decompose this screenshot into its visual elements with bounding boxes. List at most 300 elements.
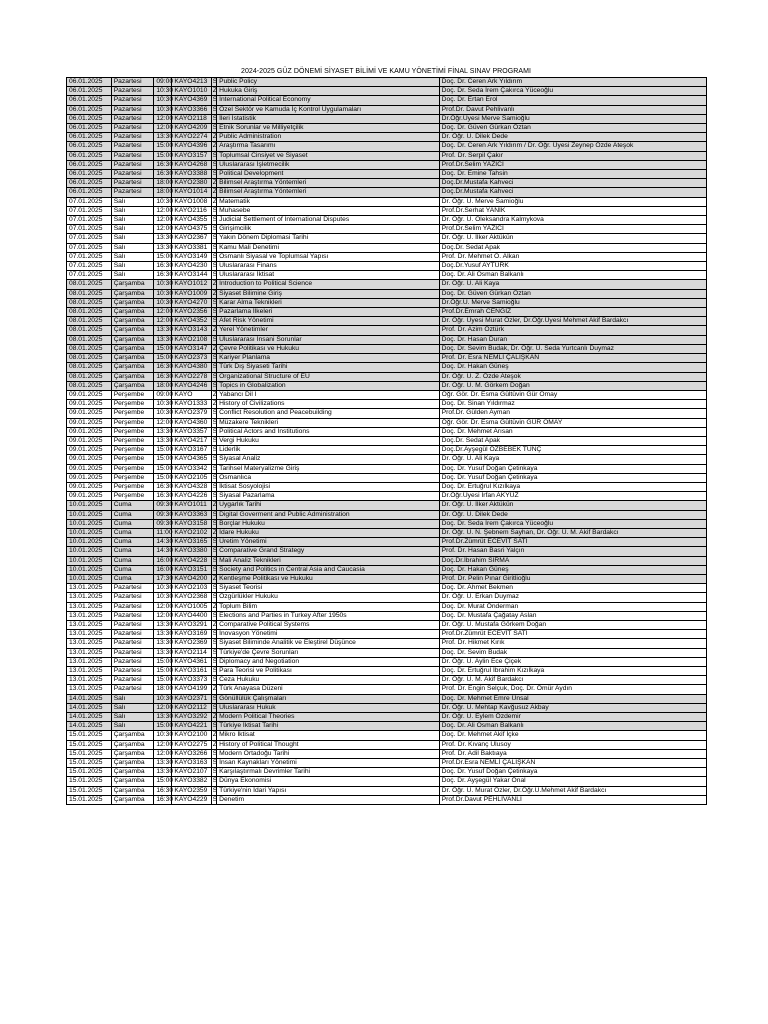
course-code-cell: KAYO4355 (172, 216, 211, 225)
exam-date-cell: 09.01.2025 (67, 400, 112, 409)
table-row (67, 538, 707, 547)
exam-time-cell: 10:30 (154, 584, 172, 593)
course-code-cell: KAYO2107 (172, 768, 211, 777)
table-row (67, 78, 707, 87)
course-code-cell: KAYO3163 (172, 759, 211, 768)
exam-time-cell: 10:30 (154, 289, 172, 298)
exam-date-cell: 13.01.2025 (67, 611, 112, 620)
instructor-cell: Öğr. Gör. Dr. Esma Gültüvin Gür Omay (439, 390, 706, 399)
course-type-cell: S (212, 225, 218, 233)
table-row (67, 216, 707, 225)
course-code-cell: KAYO3167 (172, 446, 211, 455)
exam-day-cell: Çarşamba (111, 363, 154, 372)
course-name-cell: Özel Sektör ve Kamuda İç Kontrol Uygulamaları (217, 105, 440, 114)
course-name-cell: Hukuka Giriş (217, 87, 440, 96)
course-code-cell: KAYO4226 (172, 492, 211, 501)
exam-time-cell: 13:30 (154, 620, 172, 629)
exam-time-cell: 13:30 (154, 335, 172, 344)
instructor-cell: Doç. Dr. Ertuğrul İbrahim Kızılkaya (439, 667, 706, 676)
course-name-cell: Liderlik (217, 446, 440, 455)
exam-date-cell: 07.01.2025 (67, 252, 112, 261)
course-code-cell: KAYO4217 (172, 436, 211, 445)
course-name-cell: Girişimcilik (217, 225, 440, 234)
instructor-cell: Doç. Dr. Ceren Ark Yıldırım (439, 78, 706, 87)
course-name-cell: İleri İstatistik (217, 114, 440, 123)
exam-date-cell: 08.01.2025 (67, 289, 112, 298)
course-type-cell: Z (212, 602, 217, 610)
exam-time-cell: 15:00 (154, 344, 172, 353)
exam-day-cell: Pazartesi (111, 620, 154, 629)
instructor-cell: Prof.Dr.Selim YAZICI (439, 225, 706, 234)
exam-date-cell: 06.01.2025 (67, 160, 112, 169)
course-name-cell: Tarihsel Materyalizme Giriş (217, 464, 440, 473)
exam-time-cell: 12:00 (154, 225, 172, 234)
instructor-cell: Doç. Dr. Emine Tahsin (439, 170, 706, 179)
exam-day-cell: Çarşamba (111, 786, 154, 795)
course-code-cell: KAYO3149 (172, 252, 211, 261)
course-name-cell: Digital Goverment and Public Administration (217, 510, 440, 519)
exam-date-cell: 09.01.2025 (67, 482, 112, 491)
course-type-cell: S (212, 308, 218, 316)
exam-day-cell: Pazartesi (111, 133, 154, 142)
exam-day-cell: Salı (111, 713, 154, 722)
course-code-cell: KAYO4213 (172, 78, 211, 87)
course-name-cell: Conflict Resolution and Peacebuilding (217, 409, 440, 418)
exam-day-cell: Perşembe (111, 482, 154, 491)
exam-time-cell: 16:30 (154, 482, 172, 491)
exam-time-cell: 18:00 (154, 381, 172, 390)
course-name-cell: Diplomacy and Negotiation (217, 657, 440, 666)
exam-day-cell: Cuma (111, 565, 154, 574)
course-name-cell: Bilimsel Araştırma Yöntemleri (217, 179, 440, 188)
instructor-cell: Prof. Dr. Adil Baktıaya (439, 749, 706, 758)
course-type-cell: S (212, 363, 218, 371)
table-row (67, 363, 707, 372)
course-code-cell: KAYO2373 (172, 354, 211, 363)
exam-day-cell: Çarşamba (111, 759, 154, 768)
exam-date-cell: 10.01.2025 (67, 574, 112, 583)
course-name-cell: Yakın Dönem Diplomasi Tarihi (217, 234, 440, 243)
exam-time-cell: 16:30 (154, 170, 172, 179)
course-code-cell: KAYO3357 (172, 427, 211, 436)
instructor-cell: Doç. Dr. Sevim Budak, Dr. Öğr. Ü. Seda Yurtcanlı Duymaz (439, 344, 706, 353)
instructor-cell: Doç. Dr. Mehmet Akif İçke (439, 731, 706, 740)
course-code-cell: KAYO4400 (172, 611, 211, 620)
exam-date-cell: 08.01.2025 (67, 344, 112, 353)
course-name-cell: Türk Anayasa Düzeni (217, 685, 440, 694)
instructor-cell: Öğr. Gör. Dr. Esma Gültüvin GÜR OMAY (439, 418, 706, 427)
course-type-cell: S (212, 492, 218, 500)
exam-day-cell: Pazartesi (111, 105, 154, 114)
instructor-cell: Dr. Öğr. U. İlker Aktükün (439, 234, 706, 243)
course-type-cell: Z (212, 188, 217, 196)
exam-day-cell: Çarşamba (111, 308, 154, 317)
course-code-cell: KAYO3144 (172, 271, 211, 280)
course-code-cell: KAYO4360 (172, 418, 211, 427)
course-type-cell: S (212, 482, 218, 490)
exam-time-cell: 10:30 (154, 593, 172, 602)
course-type-cell: Z (212, 179, 217, 187)
course-code-cell: KAYO4380 (172, 363, 211, 372)
course-code-cell: KAYO2116 (172, 206, 211, 215)
table-row (67, 740, 707, 749)
course-type-cell: S (212, 722, 218, 730)
course-code-cell: KAYO3147 (172, 344, 211, 353)
exam-time-cell: 12:00 (154, 114, 172, 123)
course-code-cell: KAYO4328 (172, 482, 211, 491)
exam-time-cell: 16:30 (154, 786, 172, 795)
course-code-cell: KAYO2379 (172, 409, 211, 418)
instructor-cell: Doç. Dr. Yusuf Doğan Çetinkaya (439, 473, 706, 482)
instructor-cell: Dr.Öğr.Üyesi İrfan AKYÜZ (439, 492, 706, 501)
course-type-cell: S (212, 243, 218, 251)
instructor-cell: Prof.Dr.Esra NEMLİ ÇALIŞKAN (439, 759, 706, 768)
exam-time-cell: 12:00 (154, 308, 172, 317)
course-name-cell: Uluslararası İktisat (217, 271, 440, 280)
table-row (67, 574, 707, 583)
table-row (67, 685, 707, 694)
instructor-cell: Doç. Dr. Güven Gürkan Öztan (439, 289, 706, 298)
course-name-cell: Vergi Hukuku (217, 436, 440, 445)
exam-date-cell: 13.01.2025 (67, 602, 112, 611)
course-type-cell: Z (212, 501, 217, 509)
course-code-cell: KAYO2356 (172, 308, 211, 317)
exam-time-cell: 15:00 (154, 777, 172, 786)
exam-day-cell: Salı (111, 243, 154, 252)
course-type-cell: S (212, 639, 218, 647)
exam-day-cell: Pazartesi (111, 584, 154, 593)
course-name-cell: İktisat Sosyolojisi (217, 482, 440, 491)
exam-date-cell: 15.01.2025 (67, 768, 112, 777)
course-name-cell: Siyasal Analiz (217, 455, 440, 464)
table-row (67, 372, 707, 381)
course-type-cell: S (212, 170, 218, 178)
course-name-cell: Para Teorisi ve Politikası (217, 667, 440, 676)
instructor-cell: Prof.Dr. Davut Pehlivanlı (439, 105, 706, 114)
course-name-cell: Mali Analiz Teknikleri (217, 556, 440, 565)
table-row (67, 317, 707, 326)
instructor-cell: Doç. Dr. Ertuğrul Kızılkaya (439, 482, 706, 491)
exam-day-cell: Salı (111, 703, 154, 712)
exam-time-cell: 15:00 (154, 354, 172, 363)
table-row (67, 676, 707, 685)
table-row (67, 749, 707, 758)
table-row (67, 280, 707, 289)
course-name-cell: İnovasyon Yönetimi (217, 630, 440, 639)
course-name-cell: Etnik Sorunlar ve Milliyetçilik (217, 124, 440, 133)
table-row (67, 335, 707, 344)
course-code-cell: KAYO1010 (172, 87, 211, 96)
exam-day-cell: Perşembe (111, 418, 154, 427)
exam-day-cell: Pazartesi (111, 611, 154, 620)
table-row (67, 252, 707, 261)
instructor-cell: Doç. Dr. Mustafa Çağatay Aslan (439, 611, 706, 620)
exam-day-cell: Çarşamba (111, 354, 154, 363)
exam-date-cell: 06.01.2025 (67, 170, 112, 179)
instructor-cell: Doç.Dr. Sedat Apak (439, 436, 706, 445)
exam-date-cell: 06.01.2025 (67, 124, 112, 133)
exam-day-cell: Çarşamba (111, 280, 154, 289)
table-row (67, 473, 707, 482)
table-row (67, 648, 707, 657)
course-type-cell: S (212, 768, 218, 776)
exam-date-cell: 09.01.2025 (67, 418, 112, 427)
exam-date-cell: 08.01.2025 (67, 317, 112, 326)
course-type-cell: Z (212, 574, 217, 582)
exam-time-cell: 12:00 (154, 703, 172, 712)
course-code-cell: KAYO3169 (172, 630, 211, 639)
exam-day-cell: Çarşamba (111, 317, 154, 326)
course-name-cell: Political Actors and Institutions (217, 427, 440, 436)
exam-time-cell: 16:30 (154, 160, 172, 169)
exam-date-cell: 10.01.2025 (67, 528, 112, 537)
exam-date-cell: 07.01.2025 (67, 234, 112, 243)
course-name-cell: İnsan Kaynakları Yönetimi (217, 759, 440, 768)
exam-date-cell: 15.01.2025 (67, 749, 112, 758)
course-code-cell: KAYO4365 (172, 455, 211, 464)
course-name-cell: Siyaset Bilimine Giriş (217, 289, 440, 298)
exam-day-cell: Çarşamba (111, 777, 154, 786)
course-type-cell: Z (212, 731, 217, 739)
course-name-cell: Public Policy (217, 78, 440, 87)
instructor-cell: Doç.Dr.Yusuf AYTÜRK (439, 262, 706, 271)
course-type-cell: S (212, 409, 218, 417)
course-name-cell: Gönüllülük Çalışmaları (217, 694, 440, 703)
exam-date-cell: 08.01.2025 (67, 354, 112, 363)
exam-day-cell: Perşembe (111, 390, 154, 399)
instructor-cell: Doç. Dr. Sevim Budak (439, 648, 706, 657)
instructor-cell: Doç. Dr. Seda İrem Çakırca Yüceoğlu (439, 87, 706, 96)
course-code-cell: KAYO3366 (172, 105, 211, 114)
exam-time-cell: 15:00 (154, 676, 172, 685)
exam-date-cell: 13.01.2025 (67, 685, 112, 694)
table-row (67, 759, 707, 768)
instructor-cell: Prof. Dr. Serpil Çakır (439, 151, 706, 160)
course-name-cell: Kamu Mali Denetimi (217, 243, 440, 252)
table-row (67, 344, 707, 353)
course-code-cell: KAYO4229 (172, 795, 211, 804)
course-type-cell: S (212, 473, 218, 481)
course-code-cell: KAYO3342 (172, 464, 211, 473)
course-name-cell: Türkiye'de Çevre Sorunları (217, 648, 440, 657)
course-type-cell: Z (212, 620, 217, 628)
exam-time-cell: 12:00 (154, 216, 172, 225)
exam-time-cell: 18:00 (154, 179, 172, 188)
exam-date-cell: 09.01.2025 (67, 446, 112, 455)
instructor-cell: Dr. Öğr. U. Dilek Dede (439, 510, 706, 519)
course-code-cell: KAYO2118 (172, 114, 211, 123)
course-name-cell: Public Administration (217, 133, 440, 142)
exam-day-cell: Çarşamba (111, 795, 154, 804)
course-name-cell: Modern Political Theories (217, 713, 440, 722)
exam-day-cell: Perşembe (111, 409, 154, 418)
course-type-cell: S (212, 446, 218, 454)
course-code-cell: KAYO4396 (172, 142, 211, 151)
exam-date-cell: 06.01.2025 (67, 188, 112, 197)
course-code-cell: KAYO3143 (172, 326, 211, 335)
table-row (67, 722, 707, 731)
exam-time-cell: 09:00 (154, 78, 172, 87)
course-code-cell: KAYO1333 (172, 400, 211, 409)
exam-time-cell: 16:00 (154, 556, 172, 565)
exam-time-cell: 16:00 (154, 565, 172, 574)
instructor-cell: Dr. Öğr. U. Mehtap Kavğusuz Akbay (439, 703, 706, 712)
table-row (67, 197, 707, 206)
exam-time-cell: 15:00 (154, 657, 172, 666)
course-type-cell: S (212, 630, 218, 638)
exam-time-cell: 13:30 (154, 427, 172, 436)
instructor-cell: Dr. Öğr. U. M. Akif Bardakcı (439, 676, 706, 685)
instructor-cell: Dr. Öğr. U. Mustafa Görkem Doğan (439, 620, 706, 629)
course-code-cell: KAYO4361 (172, 657, 211, 666)
course-code-cell: KAYO3291 (172, 620, 211, 629)
exam-date-cell: 07.01.2025 (67, 197, 112, 206)
instructor-cell: Doç.Dr.Ayşegül ÖZBEBEK TUNÇ (439, 446, 706, 455)
course-code-cell: KAYO (172, 390, 211, 399)
course-name-cell: Borçlar Hukuku (217, 519, 440, 528)
exam-time-cell: 10:30 (154, 105, 172, 114)
table-row (67, 703, 707, 712)
exam-date-cell: 08.01.2025 (67, 308, 112, 317)
exam-time-cell: 16:30 (154, 262, 172, 271)
course-code-cell: KAYO2108 (172, 335, 211, 344)
course-name-cell: İdare Hukuku (217, 528, 440, 537)
course-name-cell: Toplumsal Cinsiyet ve Siyaset (217, 151, 440, 160)
exam-time-cell: 18:00 (154, 188, 172, 197)
exam-day-cell: Salı (111, 694, 154, 703)
table-row (67, 188, 707, 197)
course-type-cell: Z (212, 87, 217, 95)
exam-day-cell: Pazartesi (111, 87, 154, 96)
exam-time-cell: 16:30 (154, 271, 172, 280)
course-code-cell: KAYO2100 (172, 731, 211, 740)
instructor-cell: Doç. Dr. Ertan Erol (439, 96, 706, 105)
exam-date-cell: 13.01.2025 (67, 639, 112, 648)
course-name-cell: Organizational Structure of EU (217, 372, 440, 381)
exam-time-cell: 12:00 (154, 124, 172, 133)
instructor-cell: Prof.Dr.Selim YAZICI (439, 160, 706, 169)
exam-time-cell: 15:00 (154, 142, 172, 151)
course-type-cell: S (212, 667, 218, 674)
exam-schedule-body (67, 78, 707, 805)
exam-day-cell: Perşembe (111, 492, 154, 501)
table-row (67, 620, 707, 629)
instructor-cell: Dr. Öğr. U. Erkan Duymaz (439, 593, 706, 602)
exam-time-cell: 16:30 (154, 795, 172, 804)
instructor-cell: Prof. Dr. Azim Öztürk (439, 326, 706, 335)
course-type-cell: S (212, 584, 218, 592)
course-code-cell: KAYO4270 (172, 298, 211, 307)
table-row (67, 289, 707, 298)
course-name-cell: Özgürlükler Hukuku (217, 593, 440, 602)
instructor-cell: Doç. Dr. Ceren Ark Yıldırım / Dr. Öğr. Üyesi Zeynep Özde Ateşok (439, 142, 706, 151)
course-code-cell: KAYO1011 (172, 501, 211, 510)
course-name-cell: Political Development (217, 170, 440, 179)
exam-date-cell: 08.01.2025 (67, 280, 112, 289)
exam-time-cell: 13:30 (154, 243, 172, 252)
exam-time-cell: 16:30 (154, 372, 172, 381)
exam-day-cell: Pazartesi (111, 639, 154, 648)
exam-time-cell: 12:00 (154, 206, 172, 215)
course-name-cell: Karar Alma Teknikleri (217, 298, 440, 307)
exam-date-cell: 07.01.2025 (67, 216, 112, 225)
course-type-cell: S (212, 372, 218, 380)
table-row (67, 464, 707, 473)
course-type-cell: S (212, 317, 218, 325)
instructor-cell: Prof. Dr. Hasan Basri Yalçın (439, 547, 706, 556)
course-type-cell: Z (212, 400, 217, 408)
course-type-cell: S (212, 335, 218, 343)
exam-schedule-table (66, 77, 707, 805)
exam-day-cell: Çarşamba (111, 749, 154, 758)
course-code-cell: KAYO3381 (172, 243, 211, 252)
exam-time-cell: 14:30 (154, 547, 172, 556)
exam-day-cell: Perşembe (111, 473, 154, 482)
course-type-cell: Z (212, 528, 217, 536)
table-row (67, 243, 707, 252)
table-row (67, 427, 707, 436)
exam-day-cell: Pazartesi (111, 685, 154, 694)
exam-date-cell: 10.01.2025 (67, 510, 112, 519)
table-row (67, 556, 707, 565)
course-code-cell: KAYO1012 (172, 280, 211, 289)
course-type-cell: Z (212, 740, 217, 748)
exam-time-cell: 10:30 (154, 298, 172, 307)
exam-time-cell: 12:00 (154, 418, 172, 427)
exam-time-cell: 13:30 (154, 759, 172, 768)
exam-day-cell: Salı (111, 216, 154, 225)
course-code-cell: KAYO3380 (172, 547, 211, 556)
exam-day-cell: Çarşamba (111, 298, 154, 307)
table-row (67, 492, 707, 501)
exam-date-cell: 13.01.2025 (67, 667, 112, 676)
course-code-cell: KAYO2114 (172, 648, 211, 657)
course-name-cell: Karşılaştırmalı Devrimler Tarihi (217, 768, 440, 777)
course-name-cell: Elections and Parties in Turkey After 1950s (217, 611, 440, 620)
exam-day-cell: Cuma (111, 519, 154, 528)
exam-time-cell: 17:30 (154, 574, 172, 583)
exam-time-cell: 15:00 (154, 455, 172, 464)
instructor-cell: Prof.Dr.Emrah CENGİZ (439, 308, 706, 317)
table-row (67, 87, 707, 96)
exam-time-cell: 13:30 (154, 326, 172, 335)
instructor-cell: Prof.Dr.Serhat YANIK (439, 206, 706, 215)
course-type-cell: S (212, 676, 218, 684)
exam-day-cell: Pazartesi (111, 78, 154, 87)
exam-date-cell: 15.01.2025 (67, 786, 112, 795)
course-name-cell: Topics in Globalization (217, 381, 440, 390)
exam-day-cell: Perşembe (111, 446, 154, 455)
table-row (67, 326, 707, 335)
exam-time-cell: 13:30 (154, 436, 172, 445)
instructor-cell: Dr. Öğr. U. İlker Aktükün (439, 501, 706, 510)
course-name-cell: Çevre Politikası ve Hukuku (217, 344, 440, 353)
course-name-cell: Comparative Grand Strategy (217, 547, 440, 556)
exam-time-cell: 15:00 (154, 151, 172, 160)
table-row (67, 694, 707, 703)
course-name-cell: Mikro İktisat (217, 731, 440, 740)
exam-day-cell: Pazartesi (111, 96, 154, 105)
instructor-cell: Prof.Dr.Zümrüt ECEVİT SATI (439, 630, 706, 639)
exam-time-cell: 13:30 (154, 234, 172, 243)
instructor-cell: Doç. Dr. Ali Osman Balkanlı (439, 271, 706, 280)
table-row (67, 657, 707, 666)
exam-date-cell: 15.01.2025 (67, 731, 112, 740)
exam-date-cell: 07.01.2025 (67, 225, 112, 234)
exam-day-cell: Cuma (111, 528, 154, 537)
exam-day-cell: Pazartesi (111, 667, 154, 676)
exam-time-cell: 10:30 (154, 731, 172, 740)
